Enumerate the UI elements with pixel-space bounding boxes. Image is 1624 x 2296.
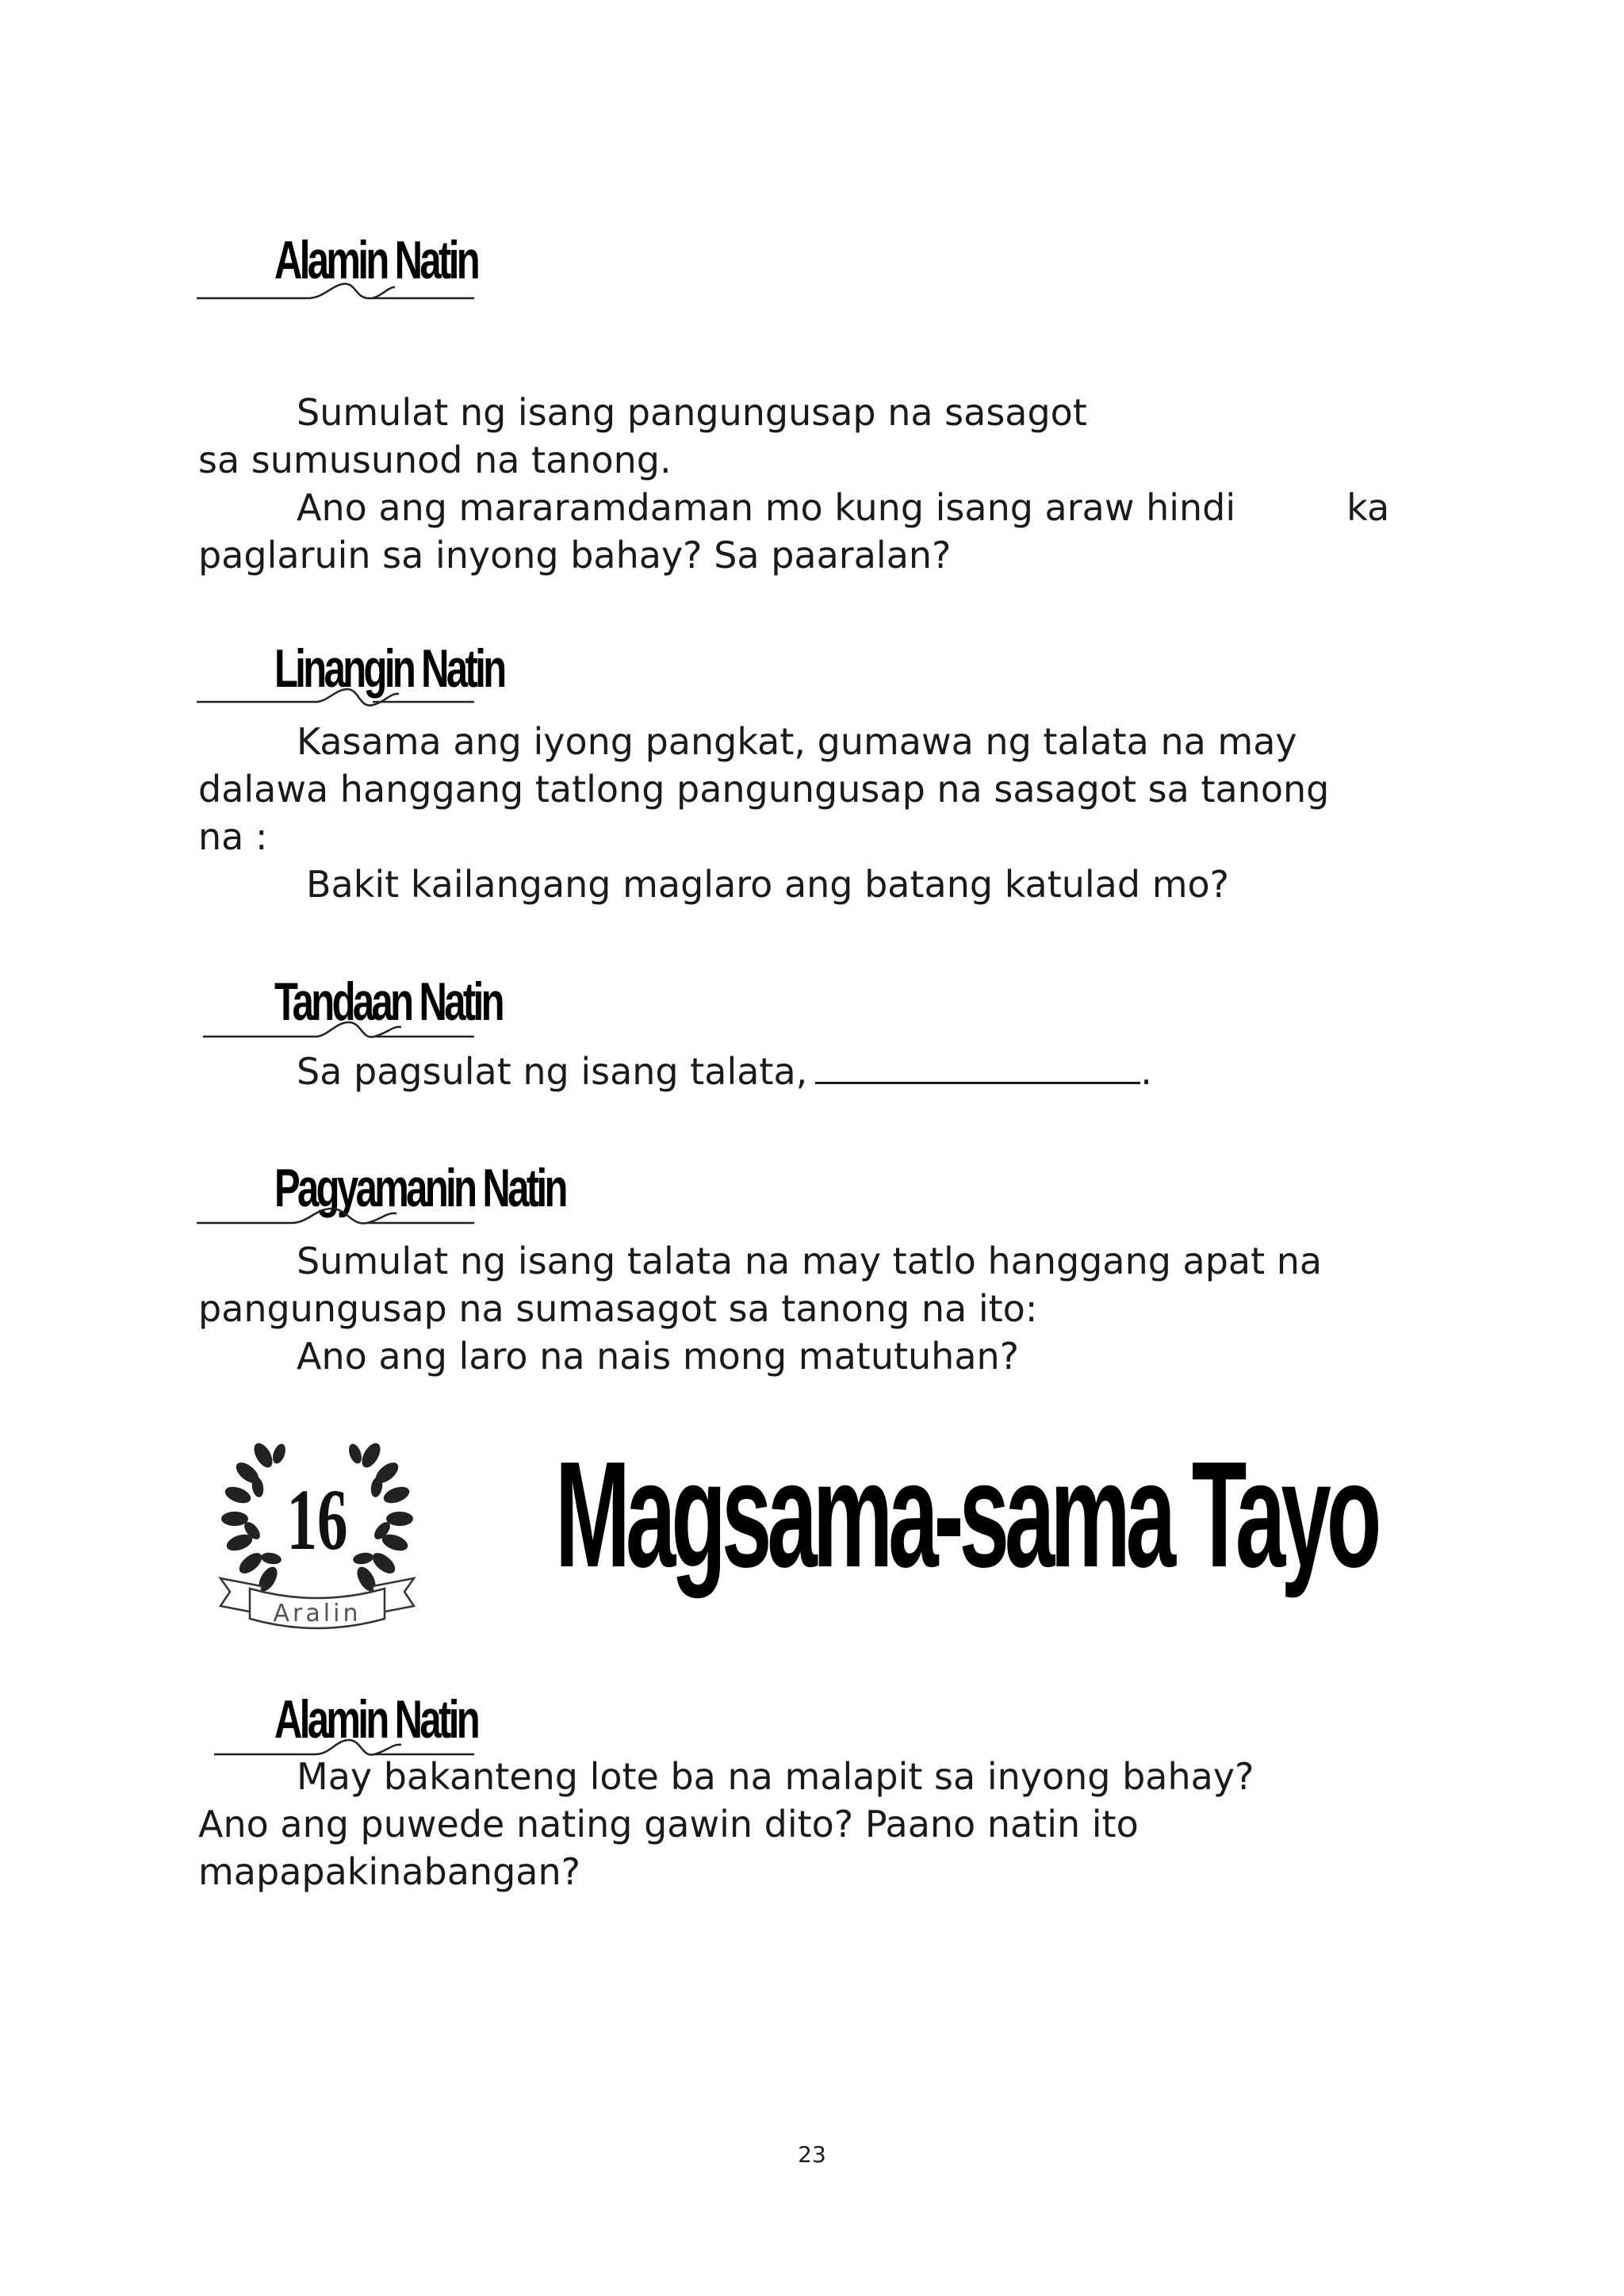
lesson-label: Aralin xyxy=(273,1600,362,1627)
section-1-body xyxy=(198,389,1389,579)
section-2-body xyxy=(198,718,1329,908)
text-line: Bakit kailangang maglaro ang batang katulad mo? xyxy=(306,863,1230,906)
text-line: mapapakinabangan? xyxy=(198,1850,581,1893)
heading-swash-decoration xyxy=(197,678,474,710)
lesson-number: 16 xyxy=(286,1471,348,1568)
text-line: na : xyxy=(198,815,268,858)
section-3-body xyxy=(198,1047,1152,1095)
lesson-badge xyxy=(214,1424,420,1638)
lesson-title: Magsama-sama Tayo xyxy=(555,1431,1377,1599)
text-line: Ano ang laro na nais mong matutuhan? xyxy=(297,1335,1020,1378)
page-number: 23 xyxy=(798,2141,826,2168)
heading-text: Linangin Natin xyxy=(274,638,504,699)
text-line: sa sumusunod na tanong. xyxy=(198,439,672,481)
text-line: Ano ang puwede nating gawin dito? Paano natin ito xyxy=(198,1803,1139,1846)
section-heading-alamin-natin-2 xyxy=(197,1658,478,1761)
text-line: May bakanteng lote ba na malapit sa inyong bahay? xyxy=(297,1755,1254,1798)
heading-text: Pagyamanin Natin xyxy=(274,1158,565,1218)
text-segment: Sa pagsulat ng isang talata, xyxy=(297,1050,808,1093)
heading-swash-decoration xyxy=(197,270,474,301)
text-segment: Ano ang mararamdaman mo kung isang araw hindi xyxy=(297,486,1236,529)
section-heading-linangin-natin xyxy=(197,607,504,710)
fill-in-blank xyxy=(815,1047,1140,1084)
heading-text: Alamin Natin xyxy=(274,1689,478,1750)
text-line: Sumulat ng isang pangungusap na sasagot xyxy=(297,391,1087,434)
section-heading-pagyamanin-natin xyxy=(197,1126,565,1229)
section-heading-tandaan-natin xyxy=(197,940,502,1043)
text-line: pangungusap na sumasagot sa tanong na ito: xyxy=(198,1287,1038,1330)
heading-swash-decoration xyxy=(197,1198,474,1229)
heading-text: Tandaan Natin xyxy=(274,972,502,1032)
text-line: paglaruin sa inyong bahay? Sa paaralan? xyxy=(198,534,952,577)
text-line: dalawa hanggang tatlong pangungusap na sasagot sa tanong xyxy=(198,768,1330,811)
section-heading-alamin-natin xyxy=(197,198,478,301)
text-segment: . xyxy=(1140,1050,1152,1093)
text-segment: ka xyxy=(1346,486,1390,529)
text-line xyxy=(198,484,1389,531)
heading-swash-decoration xyxy=(197,1011,474,1043)
text-line: Kasama ang iyong pangkat, gumawa ng talata na may xyxy=(297,720,1297,763)
heading-text: Alamin Natin xyxy=(274,230,478,290)
section-5-body xyxy=(198,1753,1254,1895)
text-line: Sumulat ng isang talata na may tatlo hanggang apat na xyxy=(297,1240,1323,1282)
section-4-body xyxy=(198,1237,1322,1380)
text-line xyxy=(198,1047,1152,1095)
